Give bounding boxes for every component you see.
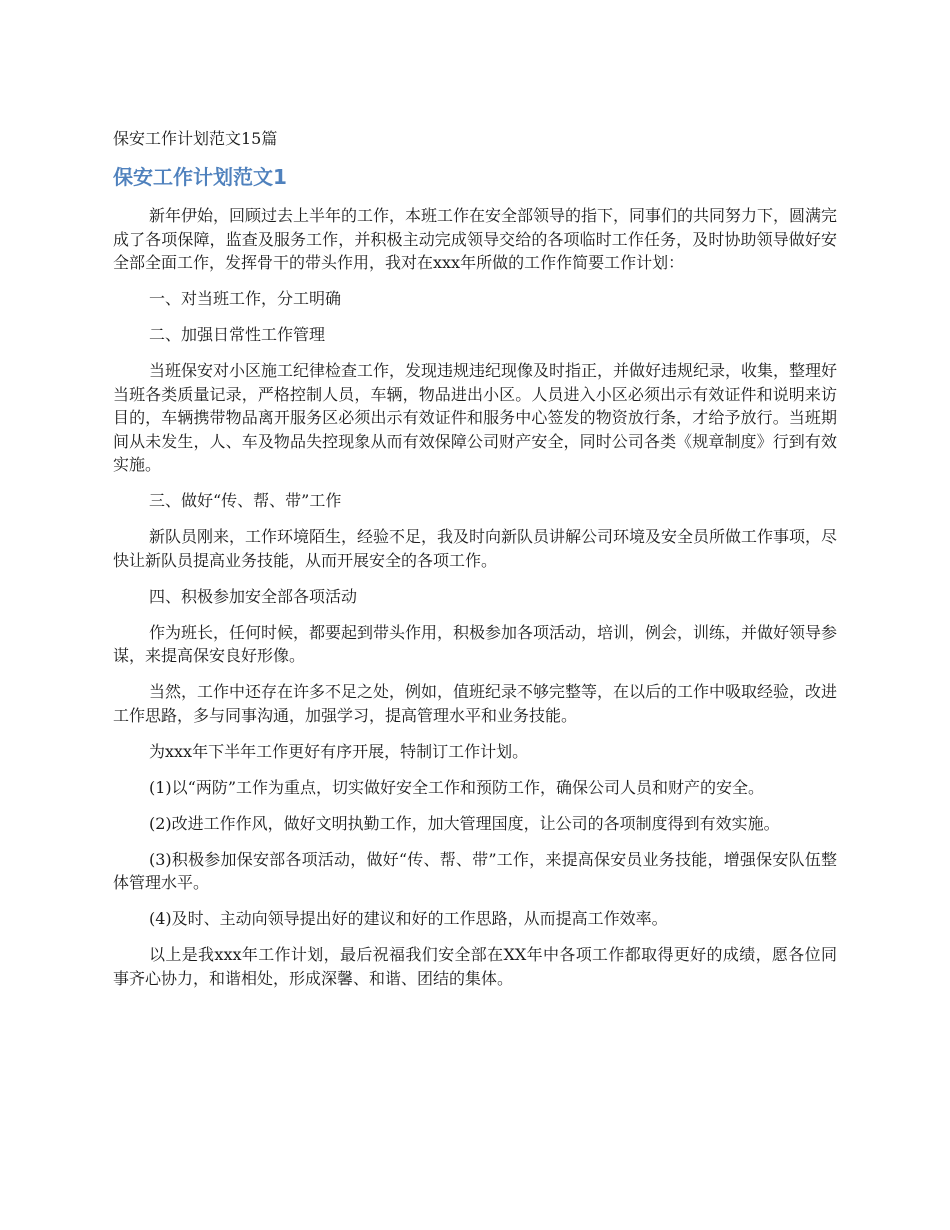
paragraph-plan-2: (2)改进工作作风，做好文明执勤工作，加大管理国度，让公司的各项制度得到有效实施。	[149, 813, 780, 833]
paragraph-item-4: 四、积极参加安全部各项活动	[149, 586, 358, 606]
paragraph-plan-3: (3)积极参加保安部各项活动，做好“传、帮、带”工作，来提高保安员业务技能，增强保安队伍整体管理水平。	[113, 849, 837, 892]
document-body	[113, 204, 837, 1003]
section-heading: 保安工作计划范文1	[113, 165, 287, 189]
paragraph-plan-4: (4)及时、主动向领导提出好的建议和好的工作思路，从而提高工作效率。	[149, 909, 668, 928]
paragraph-body: 当然，工作中还存在许多不足之处，例如，值班纪录不够完整等，在以后的工作中吸取经验，改进工作思路，多与同事沟通，加强学习，提高管理水平和业务技能。	[113, 682, 838, 725]
paragraph-body: 新队员刚来，工作环境陌生，经验不足，我及时向新队员讲解公司环境及安全员所做工作事项，尽快让新队员提高业务技能，从而开展安全的各项工作。	[113, 527, 838, 570]
paragraph-body: 作为班长，任何时候，都要起到带头作用，积极参加各项活动，培训，例会，训练，并做好领导参谋，来提高保安良好形像。	[113, 622, 838, 665]
paragraph-intro: 新年伊始，回顾过去上半年的工作，本班工作在安全部领导的指下，同事们的共同努力下，圆满完成了各项保障，监查及服务工作，并积极主动完成领导交给的各项临时工作任务，及时协助领导做好安全部全面工作，发挥骨干的带头作用，我对在xxx年所做的工作作简要工作计划：	[113, 206, 838, 272]
paragraph-item-1: 一、对当班工作，分工明确	[149, 289, 342, 308]
paragraph-plan-1: (1)以“两防”工作为重点，切实做好安全工作和预防工作，确保公司人员和财产的安全。	[149, 777, 765, 797]
paragraph-body: 为xxx年下半年工作更好有序开展，特制订工作计划。	[149, 741, 529, 761]
paragraph-item-3: 三、做好“传、帮、带”工作	[149, 491, 342, 510]
paragraph-body: 当班保安对小区施工纪律检查工作，发现违规违纪现像及时指正，并做好违规纪录，收集，整理好当班各类质量记录，严格控制人员，车辆，物品进出小区。人员进入小区必须出示有效证件和说明来访目的，车辆携带物品离开服务区必须出示有效证件和服务中心签发的物资放行条，才给予放行。当班期间从未发生，人、车及物品失控现象从而有效保障公司财产安全，同时公司各类《规章制度》行到有效实施。	[113, 361, 838, 474]
paragraph-item-2: 二、加强日常性工作管理	[149, 325, 326, 344]
document-title: 保安工作计划范文15篇	[113, 129, 278, 148]
paragraph-closing: 以上是我xxx年工作计划，最后祝福我们安全部在XX年中各项工作都取得更好的成绩，愿各位同事齐心协力，和谐相处，形成深馨、和谐、团结的集体。	[113, 945, 837, 988]
